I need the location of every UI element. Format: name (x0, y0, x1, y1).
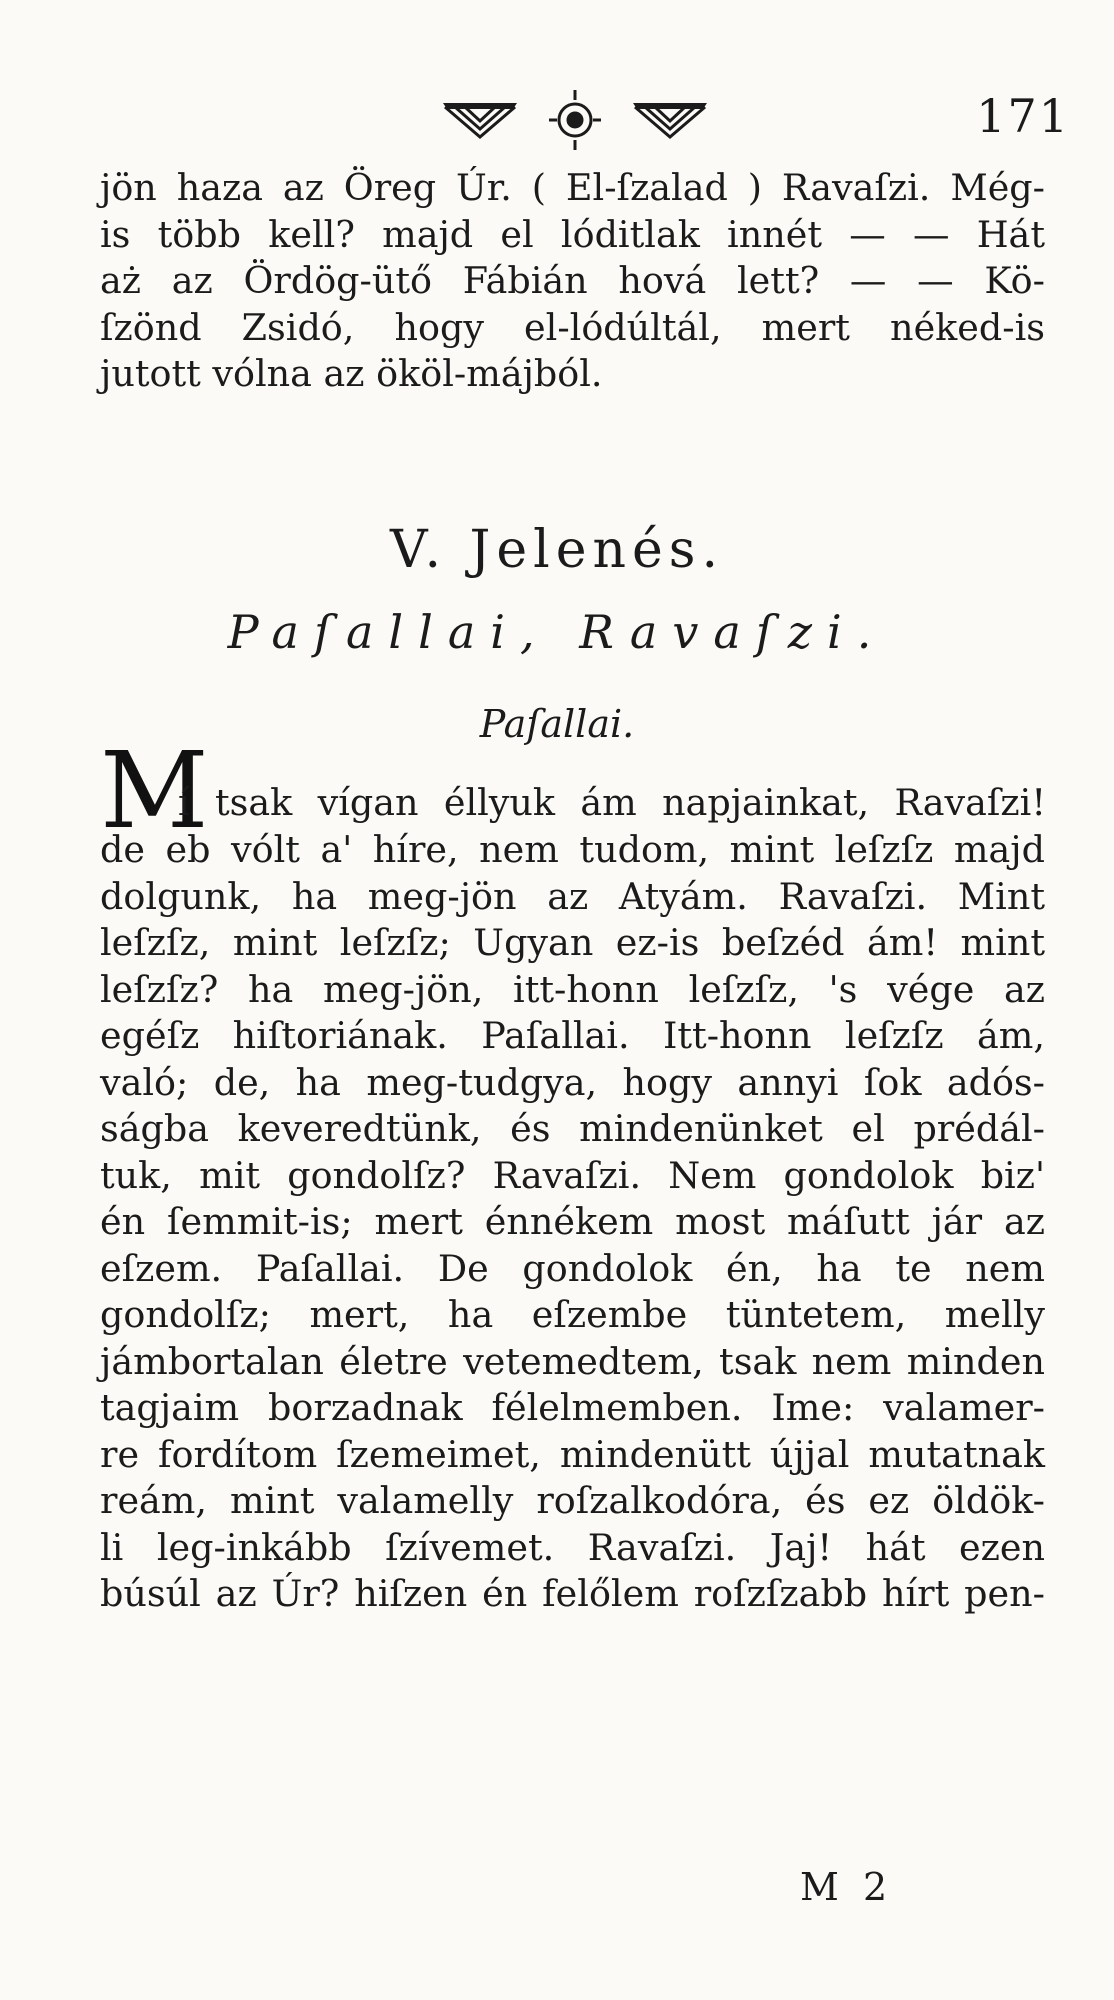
text-line: de eb vólt a' híre, nem tudom, mint leſzſz majd (100, 828, 1045, 871)
text-line: jön haza az Öreg Úr. ( El-ſzalad ) Ravaſzi. Még- (100, 166, 1045, 209)
text-line: egéſz hiſtoriának. Paſallai. Itt-honn leſzſz ám, (100, 1014, 1045, 1057)
text-line: dolgunk, ha meg-jön az Atyám. Ravaſzi. Mint (100, 874, 1045, 918)
top-paragraph (100, 165, 1045, 398)
scene-characters: Paſallai, Ravaſzi. (227, 605, 887, 659)
signature-mark: M 2 (800, 1865, 894, 1909)
text-line: leſzſz, mint leſzſz; Ugyan ez-is beſzéd ám! mint (100, 921, 1045, 964)
speaker-name: Paſallai. (479, 702, 635, 746)
text-line: aż az Ördög-ütő Fábián hová lett? — — Kö- (100, 259, 1045, 302)
text-line: gondolſz; mert, ha eſzembe tüntetem, melly (100, 1293, 1045, 1336)
page-number: 171 (976, 89, 1070, 143)
scene-title: V. Jelenés. (389, 520, 725, 580)
text-line: li leg-inkább ſzívemet. Ravaſzi. Jaj! hát ezen (100, 1525, 1045, 1569)
drop-cap: M (100, 729, 209, 852)
first-line: í tsak vígan éllyuk ám napjainkat, Ravaſzi! (178, 781, 1046, 824)
text-line: re fordítom ſzemeimet, mindenütt újjal mutatnak (100, 1432, 1045, 1476)
text-line: reám, mint valamelly roſzalkodóra, és ez öldök- (100, 1479, 1045, 1522)
text-line: leſzſz? ha meg-jön, itt-honn leſzſz, 's vége az (100, 967, 1045, 1011)
text-line: tuk, mit gondolſz? Ravaſzi. Nem gondolok biz' (100, 1153, 1045, 1197)
text-line: való; de, ha meg-tudgya, hogy annyi ſok adós- (100, 1060, 1045, 1104)
text-line: jutott vólna az ököl-májból. (100, 352, 603, 395)
dialogue-body (100, 827, 1045, 1618)
text-line: jámbortalan életre vetemedtem, tsak nem minden (100, 1339, 1045, 1383)
text-line: ſzönd Zsidó, hogy el-lódúltál, mert néked-is (100, 305, 1045, 349)
text-line: ságba keveredtünk, és mindenünket el prédál- (100, 1107, 1045, 1150)
text-line: eſzem. Paſallai. De gondolok én, ha te nem (100, 1246, 1045, 1290)
page-header (0, 85, 1114, 155)
text-line: tagjaim borzadnak félelmemben. Ime: valamer- (100, 1386, 1045, 1429)
text-line: búsúl az Úr? hiſzen én felőlem roſzſzabb hírt pen- (100, 1572, 1045, 1615)
text-line: is több kell? majd el lóditlak innét — — Hát (100, 212, 1045, 256)
fleuron-ornament-icon (425, 85, 725, 155)
text-line: én ſemmit-is; mert énnékem most máſutt jár az (100, 1200, 1045, 1243)
